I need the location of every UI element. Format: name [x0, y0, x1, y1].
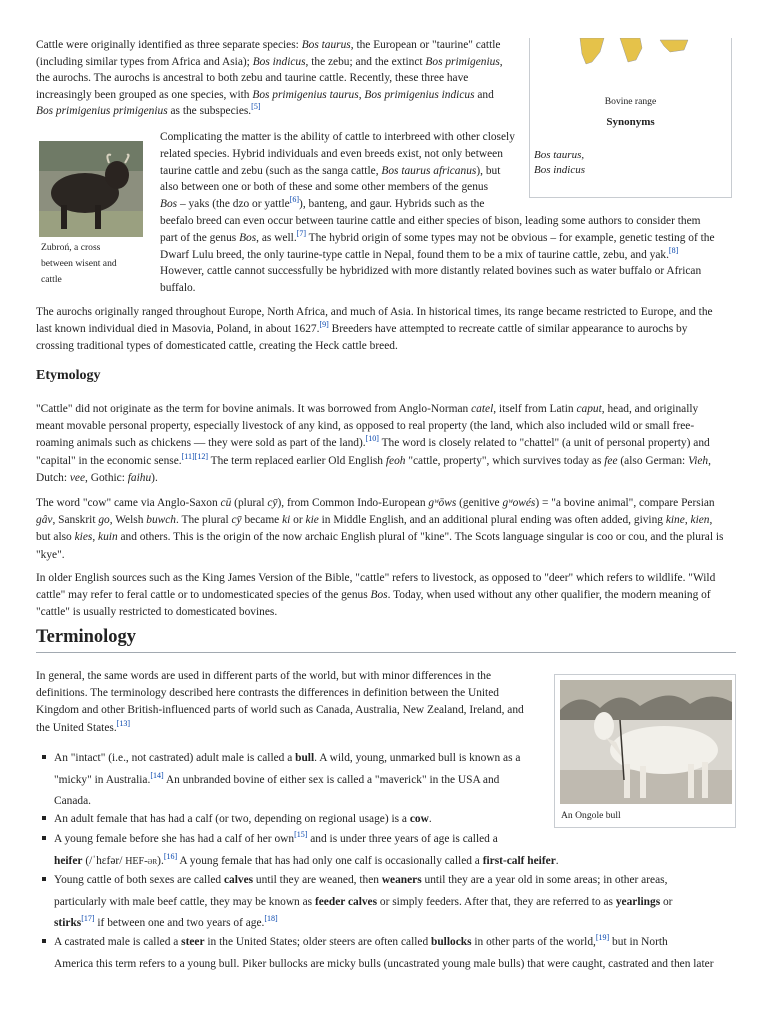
bovine-range-map [570, 38, 690, 70]
ref-18-link[interactable]: [18] [264, 914, 278, 924]
list-item: An "intact" (i.e., not castrated) adult male is called a bull. A wild, young, unmarked bull is known as a "micky" in Australia.[14] An unbranded bovine of either sex is called a "maverick" in the USA and Canada. [54, 748, 544, 813]
synonym-bos-indicus: Bos indicus [534, 164, 586, 176]
ref-6-link[interactable]: [6] [289, 195, 300, 205]
ref-5-link[interactable]: [5] [251, 102, 261, 112]
ref-13-link[interactable]: [13] [116, 718, 130, 728]
ref-16-link[interactable]: [16] [163, 851, 178, 861]
ref-15-link[interactable]: [15] [294, 830, 308, 840]
terminology-heading: Terminology [36, 627, 137, 647]
ongole-figure [554, 674, 736, 828]
ongole-caption: An Ongole bull [561, 810, 621, 821]
ref-11-12-link[interactable]: [11][12] [181, 451, 208, 461]
list-item: Young cattle of both sexes are called calves until they are weaned, then weaners until they are a year old in some areas; in other areas, particularly with male beef cattle, they may be known as feeder calves or simply feeders. After that, they are referred to as yearlings or stirks[17] if between one and two years of age.[18] [54, 870, 744, 935]
terminology-divider [36, 652, 736, 653]
etymology-paragraph-1: "Cattle" did not originate as the term for bovine animals. It was borrowed from Anglo-Norman catel, itself from Latin caput, head, and originally meant movable personal property, especially livestock of any kind, as opposed to real property (the land, which also included wild or small free- roaming animals such as chickens — they were sold as part of the land).[10] The word is closely related to "chattel" (a unit of personal property) and "capital" in the economic sense.[11][12] The term replaced earlier Old English feoh "cattle, property", which survives today as fee (also German: Vieh, Dutch: vee, Gothic: faihu). [36, 403, 711, 484]
etymology-paragraph-2: The word "cow" came via Anglo-Saxon cū (plural cȳ), from Common Indo-European gʷōws (genitive gʷowés) = "a bovine animal", compare Persian gâv, Sanskrit go, Welsh buwch. The plural cȳ became ki or kie in Middle English, and an additional plural ending was often added, giving kine, kien, but also kies, kuin and others. This is the origin of the now archaic English plural of "kine". The Scots language singular is coo or cou, and the plural is "kye". [36, 497, 724, 561]
zubron-caption: Zubroń, a cross between wisent and cattle [41, 242, 117, 285]
intro-paragraph: Cattle were originally identified as three separate species: Bos taurus, the European or "taurine" cattle (including similar types from Africa and Asia); Bos indicus, the zebu; and the extinct Bos primigenius, the aurochs. The aurochs is ancestral to both zebu and taurine cattle. Recently, these three have increasingly been grouped as one species, with Bos primigenius taurus, Bos primigenius indicus and Bos primigenius primigenius as the subspecies.[5] [36, 39, 503, 118]
ref-7-link[interactable]: [7] [296, 228, 306, 238]
terminology-paragraph: In general, the same words are used in different parts of the world, but with minor differences in the definitions. The terminology described here contrasts the differences in definition between the United Kingdom and other British-influenced parts of world such as Canada, Australia, New Zealand, Ireland, and the United States.[13] [36, 670, 524, 734]
ongole-photo[interactable] [560, 680, 732, 804]
synonym-bos-taurus: Bos taurus, [534, 149, 585, 161]
range-caption: Bovine range [604, 96, 657, 107]
ref-14-link[interactable]: [14] [150, 770, 164, 780]
zubron-figure [35, 137, 149, 285]
list-item: An adult female that has had a calf (or two, depending on regional usage) is a cow. [54, 809, 544, 831]
list-item: A castrated male is called a steer in the United States; older steers are often called bullocks in other parts of the world,[19] but in North America this term refers to a young bull. Piker bullocks are micky bulls (uncastrated young male bulls) that were caught, castrated and then later [54, 932, 744, 975]
zubron-photo[interactable] [39, 141, 143, 237]
list-item: A young female before she has had a calf of her own[15] and is under three years of age is called a heifer (/ˈhɛfər/ HEF-ər).[16] A young female that has had only one calf is occasionally called a first-calf heifer. [54, 829, 744, 872]
hybrids-paragraph: Complicating the matter is the ability of cattle to interbreed with other closely related species. Hybrid individuals and even breeds exist, not only between taurine cattle and zebu (such as the sanga cattle, Bos taurus africanus), but also between one or both of these and some other members of the genus Bos – yaks (the dzo or yattle[6]), banteng, and gaur. Hybrids such as the beefalo breed can even occur between taurine cattle and either species of bison, leading some authors to consider them part of the genus Bos, as well.[7] The hybrid origin of some types may not be obvious – for example, genetic testing of the Dwarf Lulu breed, the only taurine-type cattle in Nepal, found them to be a mix of taurine cattle, zebu, and yak.[8] However, cattle cannot successfully be hybridized with more distantly related bovines such as water buffalo or African buffalo. [160, 131, 715, 295]
ref-9-link[interactable]: [9] [319, 320, 329, 330]
ref-8-link[interactable]: [8] [668, 245, 679, 255]
etymology-heading: Etymology [36, 368, 101, 383]
synonyms-heading: Synonyms [606, 116, 655, 128]
ref-19-link[interactable]: [19] [595, 933, 610, 943]
etymology-paragraph-3: In older English sources such as the King James Version of the Bible, "cattle" refers to livestock, as opposed to "deer" which refers to wildlife. "Wild cattle" may refer to feral cattle or to undomesticated species of the genus Bos. Today, when used without any other qualifier, the modern meaning of "cattle" is usually restricted to domesticated bovines. [36, 572, 716, 619]
ref-17-link[interactable]: [17] [81, 914, 95, 924]
ref-10-link[interactable]: [10] [365, 434, 379, 444]
aurochs-paragraph: The aurochs originally ranged throughout Europe, North Africa, and much of Asia. In historical times, its range became restricted to Europe, and the last known individual died in Masovia, Poland, in about 1627.[9] Breeders have attempted to recreate cattle of similar appearance to aurochs by crossing traditional types of domesticated cattle, creating the Heck cattle breed. [36, 306, 713, 352]
